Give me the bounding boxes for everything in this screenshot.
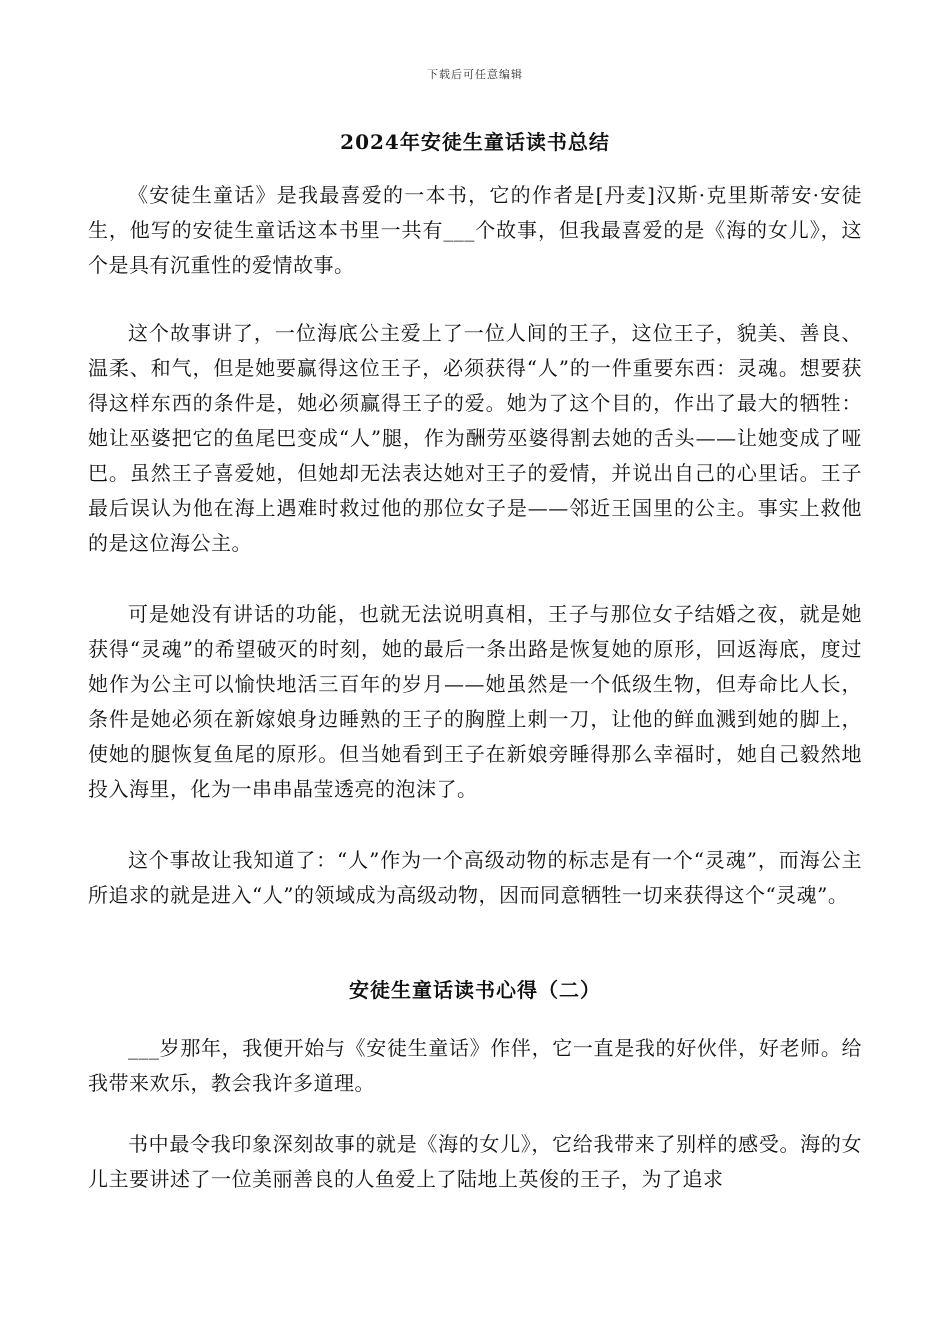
section2-paragraph-1: ___岁那年，我便开始与《安徒生童话》作伴，它一直是我的好伙伴，好老师。给我带来欢乐，教会我许多道理。	[88, 1036, 862, 1095]
section1-paragraph-1: 《安徒生童话》是我最喜爱的一本书，它的作者是[丹麦]汉斯·克里斯蒂安·安徒生，他写的安徒生童话这本书里一共有___个故事，但我最喜爱的是《海的女儿》，这个是具有沉重性的爱情故事。	[88, 183, 862, 277]
section1-title: 2024年安徒生童话读书总结	[340, 130, 610, 154]
header-note: 下载后可任意编辑	[427, 68, 523, 81]
section1-paragraph-4: 这个事故让我知道了：“人”作为一个高级动物的标志是有一个“灵魂”，而海公主所追求的就是进入“人”的领域成为高级动物，因而同意牺牲一切来获得这个“灵魂”。	[88, 848, 862, 907]
section2-paragraph-2: 书中最令我印象深刻故事的就是《海的女儿》，它给我带来了别样的感受。海的女儿主要讲述了一位美丽善良的人鱼爱上了陆地上英俊的王子，为了追求	[88, 1132, 862, 1191]
section1-paragraph-2: 这个故事讲了，一位海底公主爱上了一位人间的王子，这位王子，貌美、善良、温柔、和气，但是她要赢得这位王子，必须获得“人”的一件重要东西：灵魂。想要获得这样东西的条件是，她必须赢得王子的爱。她为了这个目的，作出了最大的牺牲：她让巫婆把它的鱼尾巴变成“人”腿，作为酬劳巫婆得割去她的舌头——让她变成了哑巴。虽然王子喜爱她，但她却无法表达她对王子的爱情，并说出自己的心里话。王子最后误认为他在海上遇难时救过他的那位女子是——邻近王国里的公主。事实上救他的是这位海公主。	[88, 321, 862, 555]
section1-paragraph-3: 可是她没有讲话的功能，也就无法说明真相，王子与那位女子结婚之夜，就是她获得“灵魂”的希望破灭的时刻，她的最后一条出路是恢复她的原形，回返海底，度过她作为公主可以愉快地活三百年的岁月——她虽然是一个低级生物，但寿命比人长，条件是她必须在新嫁娘身边睡熟的王子的胸膛上刺一刀，让他的鲜血溅到她的脚上，使她的腿恢复鱼尾的原形。但当她看到王子在新娘旁睡得那么幸福时，她自己毅然地投入海里，化为一串串晶莹透亮的泡沫了。	[88, 602, 862, 801]
section2-title: 安徒生童话读书心得（二）	[349, 978, 601, 1002]
